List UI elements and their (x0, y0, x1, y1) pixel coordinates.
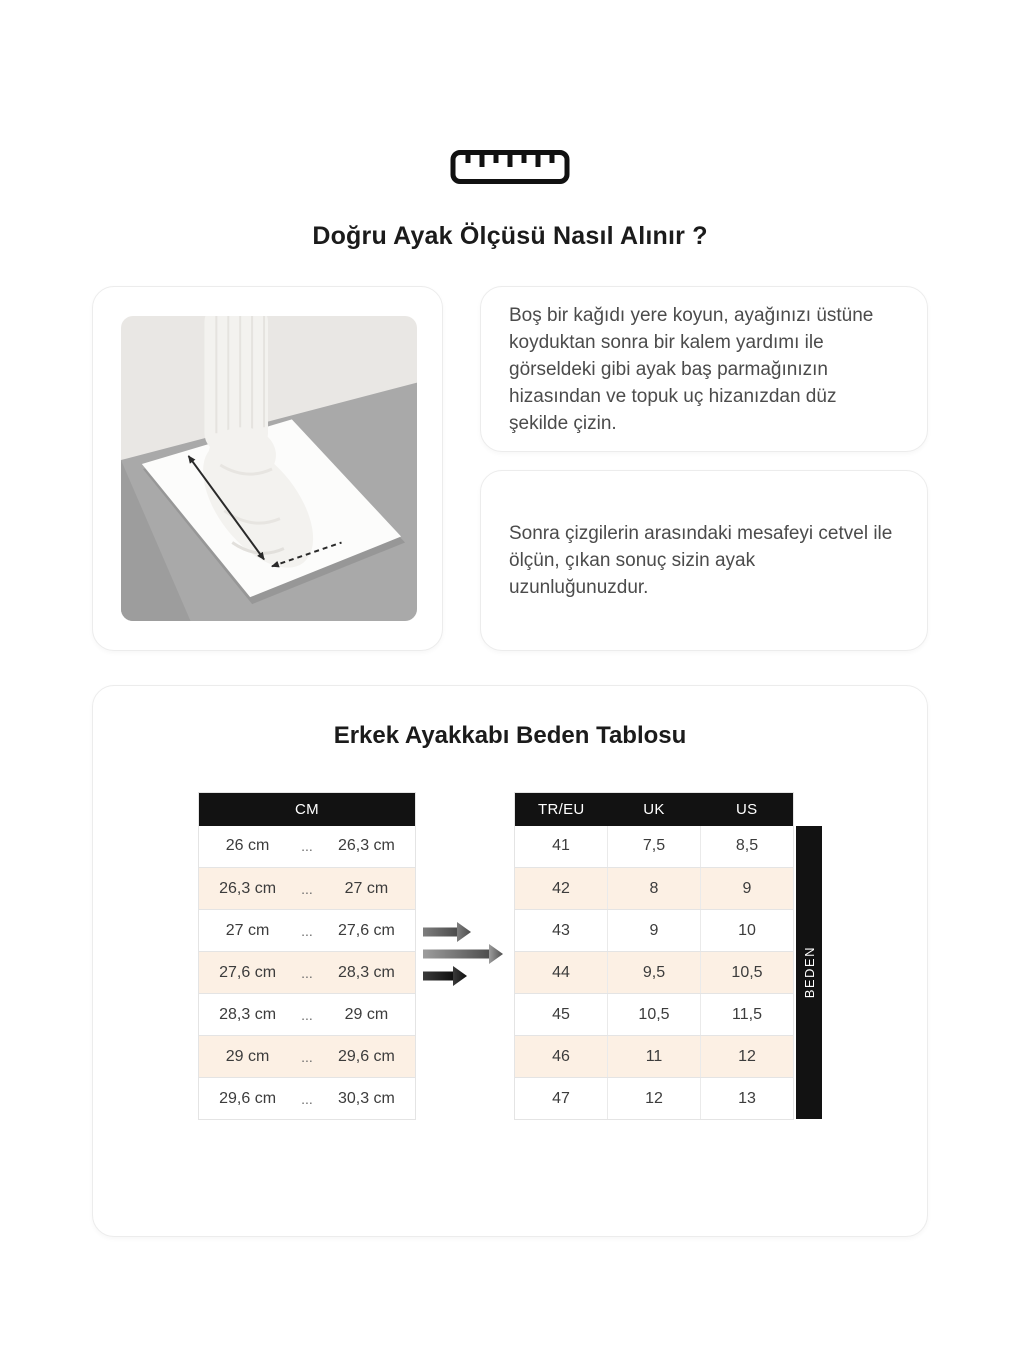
size-table-row (515, 952, 794, 994)
instruction-step-1-text: Boş bir kağıdı yere koyun, ayağınızı üstüne koyduktan sonra bir kalem yardımı ile görseldeki gibi ayak baş parmağınızın hizasından ve topuk uç hizanızdan düz şekilde çizin. (509, 304, 874, 434)
table-cell: 11,5 (701, 994, 794, 1036)
table-cell: 27,6 cm (199, 952, 297, 994)
cm-table-row (199, 868, 416, 910)
table-cell: ... (296, 910, 318, 952)
table-cell: 30,3 cm (318, 1078, 416, 1120)
table-cell: 26,3 cm (199, 868, 297, 910)
cm-table-row (199, 826, 416, 868)
table-cell: 27 cm (318, 868, 416, 910)
beden-label-text: BEDEN (801, 946, 817, 999)
page-title: Doğru Ayak Ölçüsü Nasıl Alınır ? (312, 222, 708, 250)
table-cell: 43 (515, 910, 608, 952)
instruction-step-1-card (480, 286, 928, 452)
table-cell: 8 (608, 868, 701, 910)
table-cell: ... (296, 868, 318, 910)
size-table-row (515, 994, 794, 1036)
table-cell: ... (296, 994, 318, 1036)
table-cell: 27,6 cm (318, 910, 416, 952)
instruction-step-2-card (480, 470, 928, 651)
table-cell: ... (296, 1078, 318, 1120)
cm-table-row (199, 1036, 416, 1078)
table-cell: 27 cm (199, 910, 297, 952)
size-table-card (92, 685, 928, 1237)
cm-table (198, 792, 416, 1120)
size-table-row (515, 1078, 794, 1120)
instruction-step-2-text: Sonra çizgilerin arasındaki mesafeyi cetvel ile ölçün, çıkan sonuç sizin ayak uzunluğunuzdur. (509, 523, 893, 598)
table-cell: 9,5 (608, 952, 701, 994)
table-cell: 26,3 cm (318, 826, 416, 868)
table-cell: 10 (701, 910, 794, 952)
table-cell: 42 (515, 868, 608, 910)
cm-table-row (199, 952, 416, 994)
table-cell: 44 (515, 952, 608, 994)
table-cell: 29,6 cm (318, 1036, 416, 1078)
conversion-arrows-icon (416, 792, 514, 1119)
cm-table-row (199, 1078, 416, 1120)
how-to-measure-row (92, 286, 928, 651)
table-cell: 41 (515, 826, 608, 868)
size-table-title: Erkek Ayakkabı Beden Tablosu (333, 722, 687, 749)
col-header-uk: UK (608, 793, 701, 826)
table-cell: 11 (608, 1036, 701, 1078)
table-cell: 10,5 (608, 994, 701, 1036)
table-cell: 46 (515, 1036, 608, 1078)
table-cell: ... (296, 826, 318, 868)
table-cell: 8,5 (701, 826, 794, 868)
table-cell: 7,5 (608, 826, 701, 868)
size-conversion-group (514, 792, 822, 1120)
col-header-us: US (701, 793, 794, 826)
table-cell: ... (296, 1036, 318, 1078)
table-cell: 13 (701, 1078, 794, 1120)
size-table-row (515, 910, 794, 952)
measurement-photo-card (92, 286, 443, 651)
table-cell: 9 (608, 910, 701, 952)
table-cell: 28,3 cm (318, 952, 416, 994)
table-cell: 12 (701, 1036, 794, 1078)
size-tables-row (93, 792, 927, 1120)
table-cell: 26 cm (199, 826, 297, 868)
cm-table-row (199, 910, 416, 952)
table-cell: 47 (515, 1078, 608, 1120)
foot-measurement-photo (121, 316, 417, 621)
instructions-column (480, 286, 928, 651)
table-cell: 29,6 cm (199, 1078, 297, 1120)
size-table-row (515, 1036, 794, 1078)
table-cell: 29 cm (199, 1036, 297, 1078)
table-cell: 9 (701, 868, 794, 910)
cm-table-header: CM (199, 793, 416, 826)
table-cell: ... (296, 952, 318, 994)
table-cell: 29 cm (318, 994, 416, 1036)
size-table-row (515, 826, 794, 868)
table-cell: 10,5 (701, 952, 794, 994)
content-column (92, 286, 928, 1237)
table-cell: 45 (515, 994, 608, 1036)
beden-vertical-label (796, 826, 822, 1119)
table-cell: 12 (608, 1078, 701, 1120)
cm-table-row (199, 994, 416, 1036)
table-cell: 28,3 cm (199, 994, 297, 1036)
size-conversion-table (514, 792, 794, 1120)
ruler-icon (0, 148, 1020, 186)
size-table-row (515, 868, 794, 910)
col-header-tr-eu: TR/EU (515, 793, 608, 826)
